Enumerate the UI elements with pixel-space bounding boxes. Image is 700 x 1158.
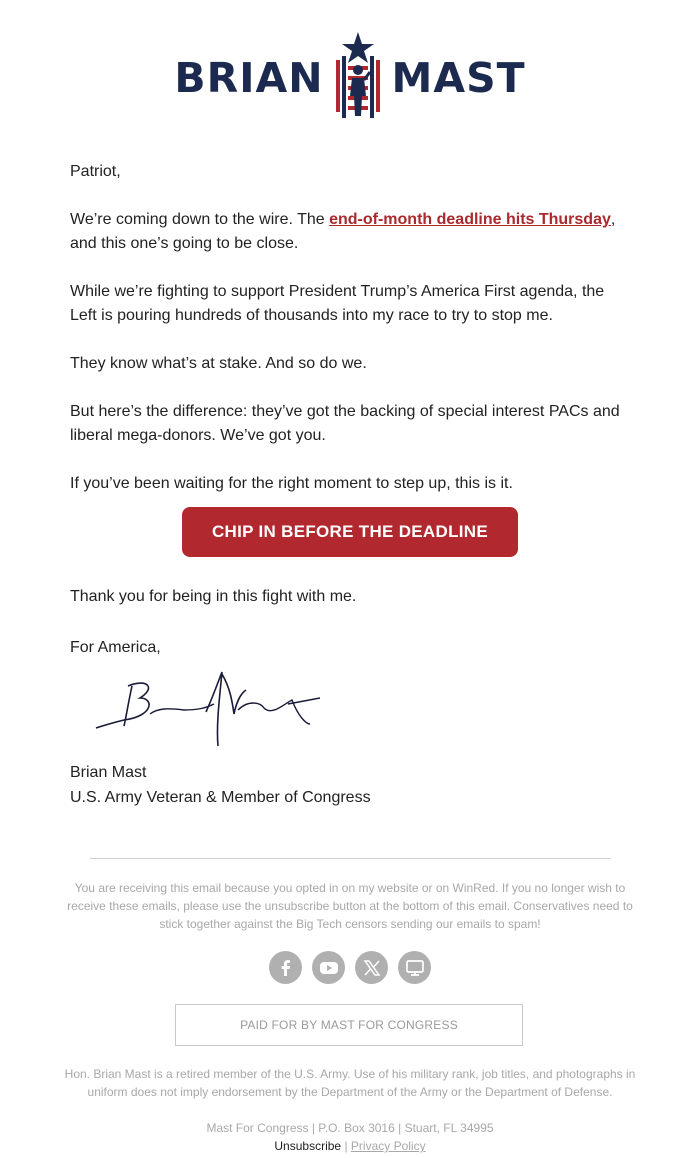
paragraph-deadline: We’re coming down to the wire. The end-of-month deadline hits Thursday, and this one’s going to be close. bbox=[70, 211, 616, 252]
logo-text-right: MAST bbox=[391, 54, 526, 102]
paragraph-step-up: If you’ve been waiting for the right moment to step up, this is it. bbox=[70, 475, 513, 492]
flag-soldier-emblem-icon bbox=[330, 30, 386, 126]
brand-logo[interactable] bbox=[0, 28, 700, 128]
signer-name: Brian Mast bbox=[70, 764, 147, 781]
link-separator: | bbox=[344, 1139, 348, 1153]
social-links bbox=[0, 951, 700, 984]
signer-title: U.S. Army Veteran & Member of Congress bbox=[70, 789, 371, 806]
facebook-icon[interactable] bbox=[269, 951, 302, 984]
privacy-policy-link[interactable]: Privacy Policy bbox=[350, 1139, 426, 1153]
deadline-link[interactable]: end-of-month deadline hits Thursday bbox=[329, 211, 611, 228]
website-icon[interactable] bbox=[398, 951, 431, 984]
paid-for-box: PAID FOR BY MAST FOR CONGRESS bbox=[175, 1004, 523, 1046]
unsubscribe-link[interactable]: Unsubscribe bbox=[274, 1139, 342, 1153]
paragraph-difference: But here’s the difference: they’ve got the backing of special interest PACs and liberal mega-donors. We’ve got you. bbox=[70, 403, 620, 444]
mailing-address: Mast For Congress | P.O. Box 3016 | Stuart, FL 34995 bbox=[206, 1121, 494, 1135]
chip-in-button[interactable]: CHIP IN BEFORE THE DEADLINE bbox=[182, 507, 518, 557]
footer-links bbox=[60, 1137, 640, 1155]
footer-divider bbox=[90, 858, 610, 859]
military-disclaimer: Hon. Brian Mast is a retired member of the U.S. Army. Use of his military rank, job titles, and photographs in uniform does not imply endorsement by the Department of the Army or the Department of Defense. bbox=[64, 1067, 636, 1099]
logo-text-left: BRIAN bbox=[174, 54, 324, 102]
email-body bbox=[70, 160, 630, 810]
greeting: Patriot, bbox=[70, 163, 121, 180]
optin-disclaimer: You are receiving this email because you opted in on my website or on WinRed. If you no longer wish to receive these emails, please use the unsubscribe button at the bottom of this email. Conservatives need to stick together against the Big Tech censors sending our emails to spam! bbox=[67, 881, 633, 931]
x-icon[interactable] bbox=[355, 951, 388, 984]
youtube-icon[interactable] bbox=[312, 951, 345, 984]
paragraph-thanks: Thank you for being in this fight with me. bbox=[70, 588, 357, 605]
signature-image bbox=[88, 664, 328, 750]
closing: For America, bbox=[70, 639, 161, 656]
paragraph-agenda: While we’re fighting to support President Trump’s America First agenda, the Left is pouring hundreds of thousands into my race to try to stop me. bbox=[70, 283, 605, 324]
paragraph-stakes: They know what’s at stake. And so do we. bbox=[70, 355, 367, 372]
